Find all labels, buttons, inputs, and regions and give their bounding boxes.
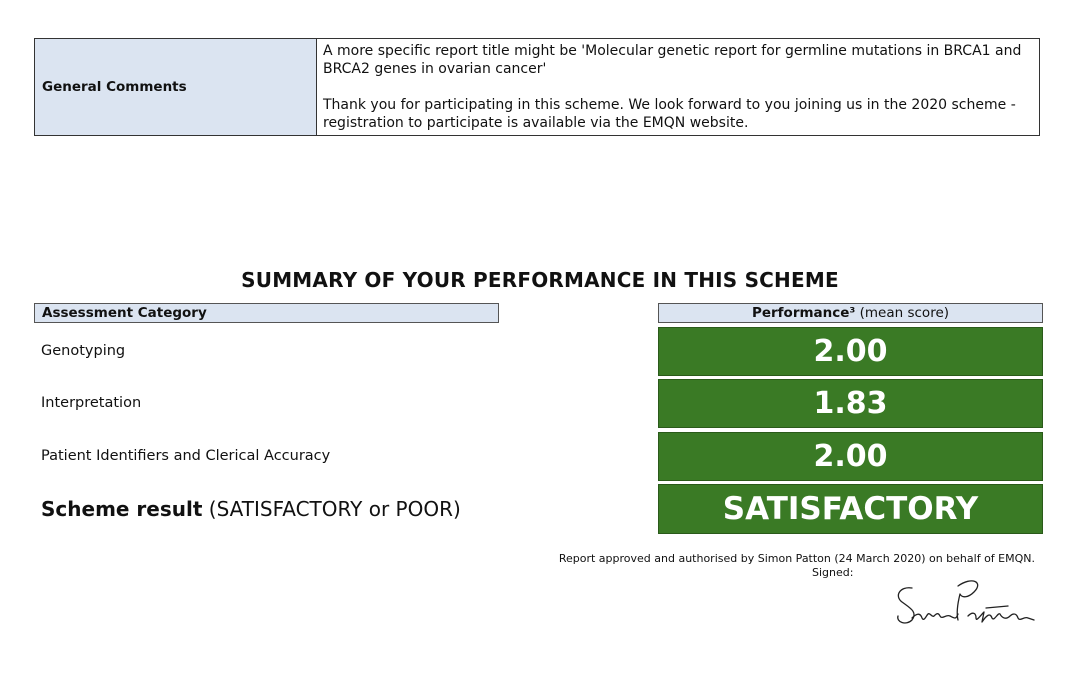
score-genotyping: 2.00 <box>658 327 1043 376</box>
performance-header <box>658 303 1043 323</box>
comment-paragraph-1: A more specific report title might be 'Molecular genetic report for germline mutations in BRCA1 and BRCA2 genes in ovarian cancer' <box>323 43 1022 77</box>
performance-header-rest: (mean score) <box>855 305 950 321</box>
row-label-genotyping: Genotyping <box>41 343 126 359</box>
row-label-interpretation: Interpretation <box>41 395 142 411</box>
performance-header-bold: Performance³ <box>751 305 856 321</box>
signature-image <box>892 572 1042 630</box>
score-interpretation: 1.83 <box>658 379 1043 428</box>
score-patient-identifiers: 2.00 <box>658 432 1043 481</box>
scheme-result-bold: Scheme result <box>41 497 203 521</box>
general-comments-label: General Comments <box>35 39 317 135</box>
general-comments-text <box>317 39 1039 135</box>
row-label-patient-identifiers: Patient Identifiers and Clerical Accuracy <box>41 448 331 464</box>
summary-title: SUMMARY OF YOUR PERFORMANCE IN THIS SCHEME <box>241 268 839 292</box>
signed-label: Signed: <box>812 566 854 579</box>
scheme-result-rest: (SATISFACTORY or POOR) <box>202 497 461 521</box>
general-comments-table <box>34 38 1040 136</box>
scheme-result-label <box>41 497 461 521</box>
approval-text: Report approved and authorised by Simon Patton (24 March 2020) on behalf of EMQN. <box>558 552 1035 565</box>
comment-paragraph-2: Thank you for participating in this scheme. We look forward to you joining us in the 2020 scheme - registration to participate is available via the EMQN website. <box>323 97 1016 131</box>
scheme-result-value: SATISFACTORY <box>658 484 1043 534</box>
assessment-category-header: Assessment Category <box>34 303 499 323</box>
